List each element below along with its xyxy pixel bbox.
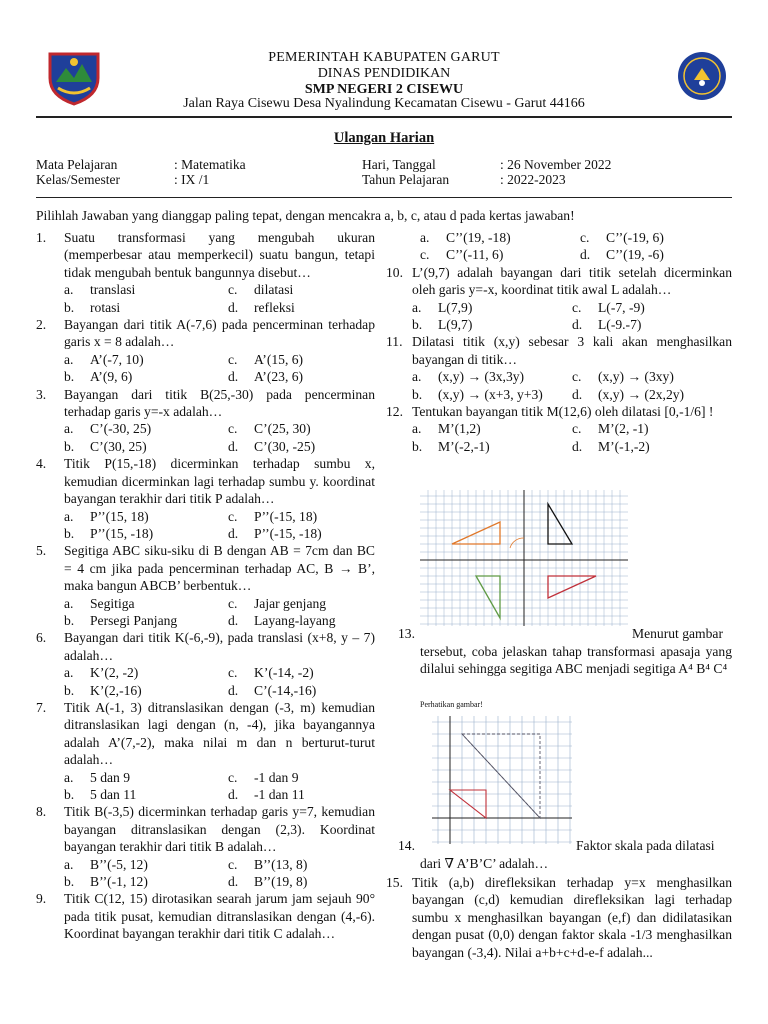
option-d[interactable]: d. (x,y) → (2x,2y) <box>572 386 685 402</box>
option-d[interactable]: d. C’(30, -25) <box>228 438 316 454</box>
option-c[interactable]: c. C’(25, 30) <box>228 421 311 437</box>
question-10: 10. L’(9,7) adalah bayangan dari titik setelah dicerminkan oleh garis y=-x, koordinat titik awal L adalah… a. L(7,9) c. L(-7, -9) b. L(9,7) d. L(-9.-7) <box>386 264 732 333</box>
question-9: 9. Titik C(12, 15) dirotasikan searah jarum jam sejauh 90° pada titik pusat, kemudian ditranslasikan dengan (4,-6). Koordinat bayangan terakhir dari titik C adalah… <box>36 891 375 942</box>
question-12: 12. Tentukan bayangan titik M(12,6) oleh dilatasi [0,-1/6] ! a. M’(1,2) c. M’(2, -1) b. M’(-2,-1) d. M’(-1,-2) <box>386 403 732 455</box>
school-name: SMP NEGERI 2 CISEWU <box>304 82 464 97</box>
question-14-text-start: Faktor skala pada dilatasi <box>576 838 715 853</box>
question-2: 2. Bayangan dari titik A(-7,6) pada pencerminan terhadap garis x = 8 adalah… a. A’(-7, 10) c. A’(15, 6) b. A’(9, 6) d. A’(23, 6) <box>36 317 375 385</box>
option-d[interactable]: d. refleksi <box>228 299 295 315</box>
question-9-options <box>420 229 732 264</box>
option-a[interactable]: a. B’’(-5, 12) <box>64 856 148 872</box>
option-a[interactable]: a. Segitiga <box>64 595 135 611</box>
question-6: 6. Bayangan dari titik K(-6,-9), pada translasi (x+8, y – 7) adalah… a. K’(2, -2) c. K’(-14, -2) b. K’(2,-16) d. C’(-14,-16) <box>36 630 375 698</box>
year-value: : 2022-2023 <box>500 172 566 187</box>
option-c[interactable]: c. K’(-14, -2) <box>228 665 314 681</box>
option-d[interactable]: d. C’’(19, -6) <box>580 247 664 263</box>
school-address: Jalan Raya Cisewu Desa Nyalindung Kecamatan Cisewu - Garut 44166 <box>183 96 585 111</box>
header-divider <box>36 116 732 118</box>
info-divider <box>36 197 732 198</box>
option-b[interactable]: b. (x,y) → (x+3, y+3) <box>412 386 543 402</box>
option-d[interactable]: d. C’(-14,-16) <box>228 682 317 698</box>
option-c[interactable]: c. -1 dan 9 <box>228 769 299 785</box>
option-a[interactable]: a. C’’(19, -18) <box>420 230 511 245</box>
option-c-2[interactable]: c. C’’(-11, 6) <box>420 247 504 263</box>
option-a[interactable]: a. C’(-30, 25) <box>64 421 152 437</box>
option-a[interactable]: a. K’(2, -2) <box>64 665 139 681</box>
option-d[interactable]: d. -1 dan 11 <box>228 787 305 802</box>
dilation-figure <box>428 712 574 846</box>
option-a[interactable]: a. A’(-7, 10) <box>64 351 144 367</box>
question-8: 8. Titik B(-3,5) dicerminkan terhadap garis y=7, kemudian bayangan ditranslasikan dengan (2,3). Koordinat bayangan terakhir dari titik B adalah… a. B’’(-5, 12) c. B’’(13, 8) b. B’’(-1, 12) d. B’’(19, 8) <box>36 804 375 890</box>
instruction: Pilihlah Jawaban yang dianggap paling tepat, dengan mencakra a, b, c, atau d pada kertas jawaban! <box>36 208 575 223</box>
header-line1: PEMERINTAH KABUPATEN GARUT <box>268 50 500 65</box>
option-c[interactable]: c. P’’(-15, 18) <box>228 508 318 524</box>
triangle-green <box>476 576 500 618</box>
option-a[interactable]: a. 5 dan 9 <box>64 769 131 785</box>
question-14-text: dari ∇ A’B’C’ adalah… <box>420 856 549 871</box>
question-1: 1. Suatu transformasi yang mengubah ukuran (memperbesar atau memperkecil) suatu bangun, tetapi tidak mengubah bentuk bangunnya disebut… a. translasi c. dilatasi b. rotasi d. refleksi <box>36 230 375 315</box>
option-a[interactable]: a. (x,y) → (3x,3y) <box>412 369 525 385</box>
question-13-text-start: Menurut gambar <box>632 626 723 641</box>
option-a[interactable]: a. P’’(15, 18) <box>64 508 149 524</box>
transformation-figure <box>418 488 630 628</box>
option-d[interactable]: d. A’(23, 6) <box>228 369 304 385</box>
option-d[interactable]: d. M’(-1,-2) <box>572 438 650 454</box>
figure-caption: Perhatikan gambar! <box>420 700 483 709</box>
header-line2: DINAS PENDIDIKAN <box>317 66 451 81</box>
question-13-text: tersebut, coba jelaskan tahap transformasi apasaja yang dilalui sehingga segitiga ABC menjadi segitiga A⁴ B⁴ C⁴ <box>420 644 732 677</box>
class-value: : IX /1 <box>174 172 210 187</box>
subject-value: : Matematika <box>174 157 246 172</box>
option-b[interactable]: b. M’(-2,-1) <box>412 438 490 454</box>
option-b[interactable]: b. L(9,7) <box>412 317 473 333</box>
option-c[interactable]: c. M’(2, -1) <box>572 421 649 437</box>
option-c[interactable]: c. B’’(13, 8) <box>228 856 308 872</box>
question-15: 15. Titik (a,b) direfleksikan terhadap y=x menghasilkan bayangan (c,d) kemudian direfleksikan lagi terhadap sumbu x menghasilkan bayangan (e,f) dan didilatasikan dengan pusat (0,0) dengan faktor skala -1/3 menghasilkan bayangan (-3,4). Nilai a+b+c+d-e-f adalah... <box>386 875 732 960</box>
class-label: Kelas/Semester <box>36 172 120 187</box>
option-d[interactable]: d. Layang-layang <box>228 612 336 628</box>
option-d[interactable]: d. P’’(-15, -18) <box>228 525 322 541</box>
subject-label: Mata Pelajaran <box>36 157 118 172</box>
option-c[interactable]: c. dilatasi <box>228 282 294 298</box>
option-b[interactable]: b. K’(2,-16) <box>64 682 142 698</box>
option-d[interactable]: d. L(-9.-7) <box>572 317 642 333</box>
option-a[interactable]: a. M’(1,2) <box>412 421 481 437</box>
question-11: 11. Dilatasi titik (x,y) sebesar 3 kali akan menghasilkan bayangan di titik… a. (x,y) → (3x,3y) c. (x,y) → (3xy) b. (x,y) → (x+3, y+3) d. (x,y) → (2x,2y) <box>386 334 732 402</box>
date-value: : 26 November 2022 <box>500 157 612 172</box>
option-c[interactable]: c. C’’(-19, 6) <box>580 230 664 245</box>
option-b[interactable]: b. P’’(15, -18) <box>64 525 154 541</box>
option-b[interactable]: b. 5 dan 11 <box>64 787 137 802</box>
question-3: 3. Bayangan dari titik B(25,-30) pada pencerminan terhadap garis y=-x adalah… a. C’(-30, 25) c. C’(25, 30) b. C’(30, 25) d. C’(30, -25) <box>36 386 375 454</box>
option-b[interactable]: b. B’’(-1, 12) <box>64 874 148 890</box>
option-b[interactable]: b. C’(30, 25) <box>64 438 147 454</box>
question-14-number: 14. <box>398 838 415 853</box>
option-c[interactable]: c. A’(15, 6) <box>228 351 304 367</box>
date-label: Hari, Tanggal <box>362 157 436 172</box>
triangle-black <box>548 504 572 544</box>
question-13-number: 13. <box>398 626 415 641</box>
question-7: 7. Titik A(-1, 3) ditranslasikan dengan (-3, m) kemudian ditranslasikan lagi dengan (n, -4), jika bayangannya adalah A’(7,-2), maka nilai m dan n berturut-turut adalah… a. 5 dan 9 c. -1 dan 9 b. 5 dan 11 d. -1 dan 11 <box>36 699 375 802</box>
question-5: 5. Segitiga ABC siku-siku di B dengan AB = 7cm dan BC = 4 cm jika pada pencerminan terhadap AC, B → B’, maka bangun ABCB’ berbentuk… a. Segitiga c. Jajar genjang b. Persegi Panjang d. Layang-layang <box>36 543 375 628</box>
option-b[interactable]: b. A’(9, 6) <box>64 369 133 385</box>
option-c[interactable]: c. L(-7, -9) <box>572 299 645 315</box>
option-a[interactable]: a. translasi <box>64 282 136 298</box>
option-b[interactable]: b. Persegi Panjang <box>64 612 178 628</box>
option-c[interactable]: c. (x,y) → (3xy) <box>572 369 674 385</box>
right-column <box>386 229 732 455</box>
left-column <box>36 229 375 943</box>
option-b[interactable]: b. rotasi <box>64 299 121 315</box>
year-label: Tahun Pelajaran <box>362 172 450 187</box>
question-4: 4. Titik P(15,-18) dicerminkan terhadap sumbu x, kemudian dicerminkan lagi terhadap sumbu y. koordinat bayangan terakhir dari titik P adalah… a. P’’(15, 18) c. P’’(-15, 18) b. P’’(15, -18) d. P’’(-15, -18) <box>36 456 375 541</box>
rotation-arc <box>510 538 524 548</box>
option-a[interactable]: a. L(7,9) <box>412 299 473 315</box>
option-c[interactable]: c. Jajar genjang <box>228 595 327 611</box>
option-d[interactable]: d. B’’(19, 8) <box>228 874 308 890</box>
page-title: Ulangan Harian <box>333 130 435 146</box>
